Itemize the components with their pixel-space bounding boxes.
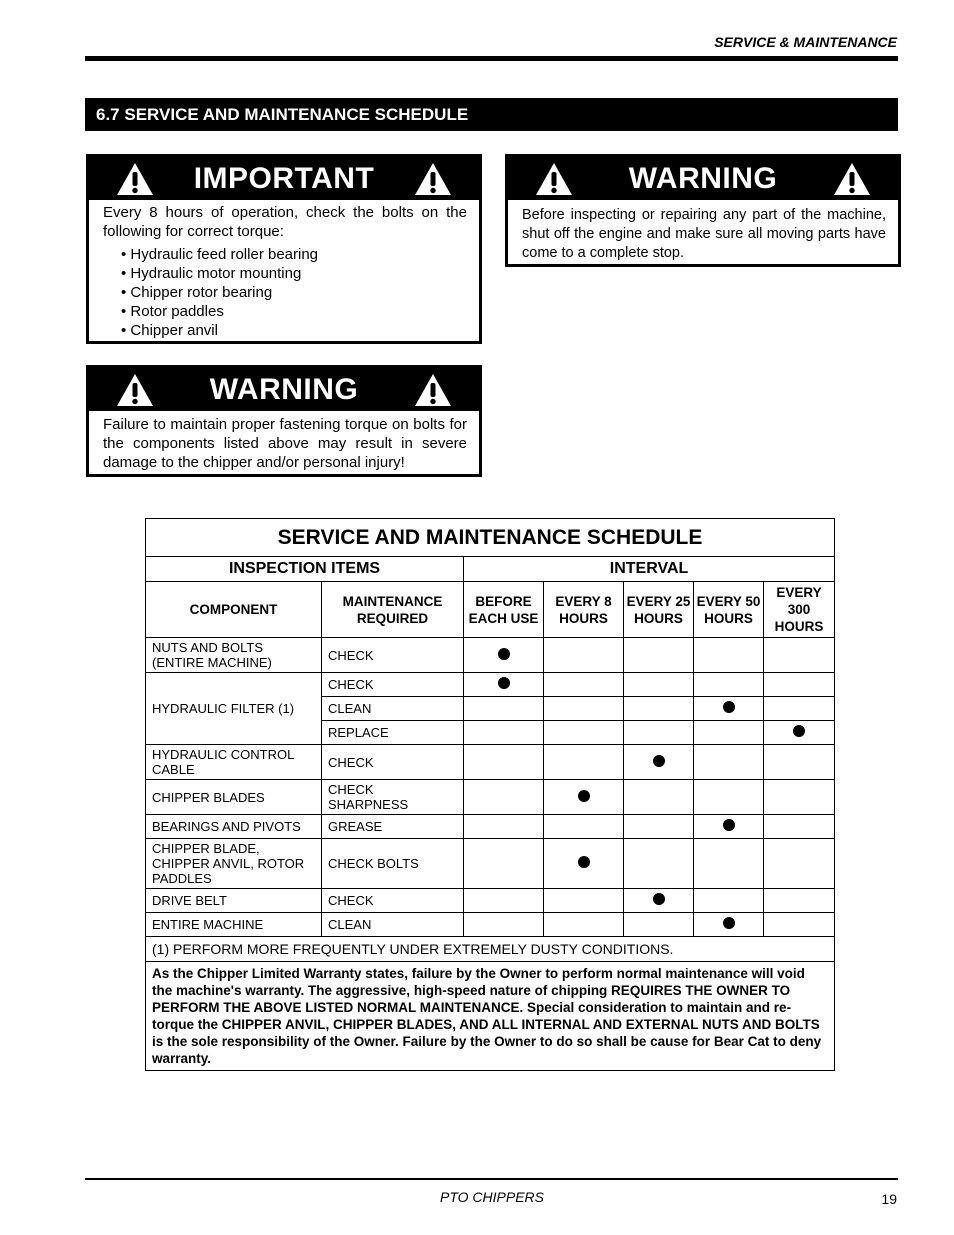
maintenance-cell: REPLACE <box>322 721 464 745</box>
interval-cell <box>464 697 544 721</box>
interval-cell <box>464 638 544 673</box>
component-cell: HYDRAULIC CONTROL CABLE <box>146 745 322 780</box>
maintenance-cell: GREASE <box>322 815 464 839</box>
important-text: Every 8 hours of operation, check the bolts on the following for correct torque: <box>103 204 467 240</box>
important-callout <box>86 154 482 344</box>
component-cell: BEARINGS AND PIVOTS <box>146 815 322 839</box>
running-header: SERVICE & MAINTENANCE <box>714 34 897 50</box>
warning-triangle-icon <box>115 372 155 408</box>
interval-cell <box>624 673 694 697</box>
section-title: 6.7 SERVICE AND MAINTENANCE SCHEDULE <box>85 98 898 131</box>
interval-cell <box>544 697 624 721</box>
header-rule <box>85 56 898 61</box>
component-cell: CHIPPER BLADES <box>146 780 322 815</box>
schedule-mark-dot <box>653 893 665 905</box>
table-row <box>146 673 835 697</box>
maintenance-cell: CHECK <box>322 889 464 913</box>
interval-cell <box>544 745 624 780</box>
interval-cell <box>694 889 764 913</box>
component-cell: CHIPPER BLADE, CHIPPER ANVIL, ROTOR PADDLES <box>146 839 322 889</box>
inspection-items-header: INSPECTION ITEMS <box>146 557 464 582</box>
interval-cell <box>764 721 835 745</box>
schedule-title: SERVICE AND MAINTENANCE SCHEDULE <box>146 519 835 557</box>
interval-cell <box>764 697 835 721</box>
interval-cell <box>464 839 544 889</box>
interval-cell <box>624 839 694 889</box>
torque-check-list <box>103 245 467 340</box>
warning-callout-torque <box>86 365 482 477</box>
important-callout-header <box>89 157 479 200</box>
interval-cell <box>544 721 624 745</box>
warranty-notice: As the Chipper Limited Warranty states, failure by the Owner to perform normal maintenance will void the machine's warranty. The aggressive, high-speed nature of chipping REQUIRES THE OWNER TO PERFORM THE ABOVE LISTED NORMAL MAINTENANCE. Special consideration to maintain and re-torque the CHIPPER ANVIL, CHIPPER BLADES, AND ALL INTERNAL AND EXTERNAL NUTS AND BOLTS is the sole responsibility of the Owner. Failure by the Owner to do so shall be cause for Bear Cat to deny warranty. <box>146 962 835 1071</box>
schedule-mark-dot <box>723 917 735 929</box>
interval-cell <box>764 815 835 839</box>
interval-col-header: BEFORE EACH USE <box>464 582 544 638</box>
maintenance-schedule-table <box>145 518 835 1071</box>
component-cell: ENTIRE MACHINE <box>146 913 322 937</box>
maintenance-cell: CLEAN <box>322 913 464 937</box>
interval-cell <box>464 745 544 780</box>
component-cell: NUTS AND BOLTS (ENTIRE MACHINE) <box>146 638 322 673</box>
schedule-mark-dot <box>793 725 805 737</box>
interval-cell <box>694 913 764 937</box>
interval-cell <box>624 889 694 913</box>
interval-cell <box>694 839 764 889</box>
table-row <box>146 638 835 673</box>
interval-cell <box>764 839 835 889</box>
table-row <box>146 889 835 913</box>
interval-cell <box>694 780 764 815</box>
interval-cell <box>464 889 544 913</box>
warning-triangle-icon <box>832 161 872 197</box>
interval-cell <box>544 815 624 839</box>
interval-cell <box>764 638 835 673</box>
warning-triangle-icon <box>534 161 574 197</box>
component-cell: DRIVE BELT <box>146 889 322 913</box>
warning-callout-header <box>508 157 898 200</box>
interval-cell <box>544 638 624 673</box>
interval-col-header: EVERY 25 HOURS <box>624 582 694 638</box>
interval-cell <box>464 780 544 815</box>
interval-cell <box>544 839 624 889</box>
footer-title: PTO CHIPPERS <box>440 1189 544 1205</box>
interval-col-header: EVERY 300 HOURS <box>764 582 835 638</box>
interval-header: INTERVAL <box>464 557 835 582</box>
interval-cell <box>764 673 835 697</box>
interval-cell <box>544 889 624 913</box>
list-item: • Chipper rotor bearing <box>121 283 467 302</box>
maintenance-cell: CHECK <box>322 638 464 673</box>
interval-cell <box>464 815 544 839</box>
component-header: COMPONENT <box>146 582 322 638</box>
schedule-mark-dot <box>498 677 510 689</box>
interval-cell <box>764 913 835 937</box>
table-row <box>146 815 835 839</box>
schedule-rows <box>146 638 835 937</box>
component-cell: HYDRAULIC FILTER (1) <box>146 673 322 745</box>
interval-cell <box>464 673 544 697</box>
warning-triangle-icon <box>413 372 453 408</box>
footer-rule <box>85 1178 898 1180</box>
maintenance-cell: CHECK SHARPNESS <box>322 780 464 815</box>
important-title: IMPORTANT <box>193 161 375 195</box>
maintenance-header: MAINTENANCE REQUIRED <box>322 582 464 638</box>
table-row <box>146 780 835 815</box>
table-row <box>146 745 835 780</box>
interval-cell <box>544 913 624 937</box>
warning-body: Before inspecting or repairing any part of the machine, shut off the engine and make sure all moving parts have come to a complete stop. <box>522 207 886 261</box>
warning-title: WARNING <box>209 372 359 406</box>
interval-cell <box>764 745 835 780</box>
warning-callout-header <box>89 368 479 411</box>
warning-triangle-icon <box>413 161 453 197</box>
list-item: • Hydraulic motor mounting <box>121 264 467 283</box>
schedule-footnote: (1) PERFORM MORE FREQUENTLY UNDER EXTREMELY DUSTY CONDITIONS. <box>146 937 835 962</box>
interval-cell <box>624 721 694 745</box>
interval-cell <box>694 815 764 839</box>
schedule-mark-dot <box>723 819 735 831</box>
interval-cell <box>624 638 694 673</box>
list-item: • Rotor paddles <box>121 302 467 321</box>
interval-cell <box>694 745 764 780</box>
schedule-mark-dot <box>578 790 590 802</box>
interval-cell <box>624 780 694 815</box>
warning-callout-shutdown <box>505 154 901 267</box>
page-number: 19 <box>881 1191 897 1207</box>
schedule-mark-dot <box>723 701 735 713</box>
interval-cell <box>694 721 764 745</box>
interval-cell <box>464 721 544 745</box>
interval-cell <box>464 913 544 937</box>
list-item: • Hydraulic feed roller bearing <box>121 245 467 264</box>
interval-cell <box>694 673 764 697</box>
interval-cell <box>544 673 624 697</box>
maintenance-cell: CHECK <box>322 673 464 697</box>
interval-cell <box>624 745 694 780</box>
interval-cell <box>624 913 694 937</box>
maintenance-cell: CHECK BOLTS <box>322 839 464 889</box>
interval-cell <box>694 638 764 673</box>
interval-col-header: EVERY 8 HOURS <box>544 582 624 638</box>
schedule-mark-dot <box>653 755 665 767</box>
table-row <box>146 839 835 889</box>
interval-cell <box>764 889 835 913</box>
interval-cell <box>624 815 694 839</box>
schedule-mark-dot <box>498 648 510 660</box>
warning-title: WARNING <box>628 161 778 195</box>
warning-body: Failure to maintain proper fastening torque on bolts for the components listed above may result in severe damage to the chipper and/or personal injury! <box>103 416 467 471</box>
interval-col-header: EVERY 50 HOURS <box>694 582 764 638</box>
warning-triangle-icon <box>115 161 155 197</box>
table-row <box>146 913 835 937</box>
maintenance-cell: CLEAN <box>322 697 464 721</box>
important-body <box>89 200 479 344</box>
interval-cell <box>764 780 835 815</box>
interval-cell <box>544 780 624 815</box>
list-item: • Chipper anvil <box>121 321 467 340</box>
interval-cell <box>694 697 764 721</box>
maintenance-cell: CHECK <box>322 745 464 780</box>
interval-cell <box>624 697 694 721</box>
schedule-mark-dot <box>578 856 590 868</box>
